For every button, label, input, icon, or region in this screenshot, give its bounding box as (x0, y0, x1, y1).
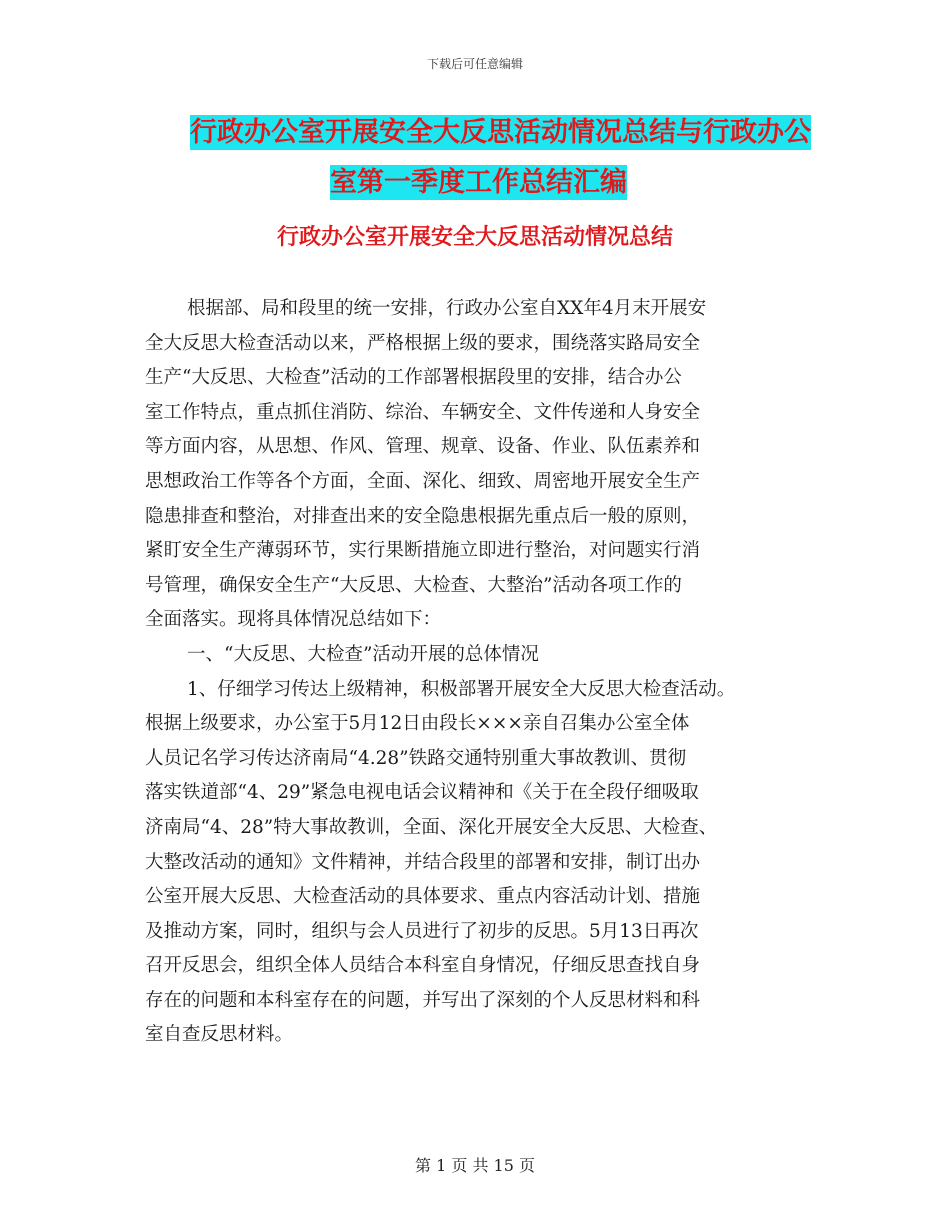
body-line: 落实铁道部“4、29”紧急电视电话会议精神和《关于在全段仔细吸取 (145, 782, 699, 804)
body-line: 公室开展大反思、大检查活动的具体要求、重点内容活动计划、措施 (145, 886, 701, 908)
body-line: 室自查反思材料。 (145, 1024, 294, 1046)
body-line: 思想政治工作等各个方面，全面、深化、细致、周密地开展安全生产 (145, 470, 701, 492)
body-line: 1、仔细学习传达上级精神，积极部署开展安全大反思大检查活动。 (187, 678, 736, 700)
body-line: 隐患排查和整治，对排查出来的安全隐患根据先重点后一般的原则， (145, 505, 701, 527)
title-line-1: 行政办公室开展安全大反思活动情况总结与行政办公 (190, 117, 811, 148)
body-line: 全大反思大检查活动以来，严格根据上级的要求，围绕落实路局安全 (145, 332, 701, 354)
body-line: 根据部、局和段里的统一安排，行政办公室自XX年4月末开展安 (187, 298, 707, 319)
title-line-2: 室第一季度工作总结汇编 (330, 167, 627, 198)
body-line: 存在的问题和本科室存在的问题，并写出了深刻的个人反思材料和科 (145, 989, 701, 1011)
body-line: 生产“大反思、大检查”活动的工作部署根据段里的安排，结合办公 (145, 367, 682, 389)
body-line: 等方面内容，从思想、作风、管理、规章、设备、作业、队伍素养和 (145, 436, 701, 458)
header-note: 下载后可任意编辑 (426, 57, 523, 71)
page-footer: 第 1 页 共 15 页 (415, 1156, 535, 1175)
body-line: 召开反思会，组织全体人员结合本科室自身情况，仔细反思查找自身 (145, 955, 701, 977)
body-line: 济南局“4、28”特大事故教训，全面、深化开展安全大反思、大检查、 (145, 816, 718, 838)
body-line: 全面落实。现将具体情况总结如下： (145, 609, 442, 631)
body-line: 人员记名学习传达济南局“4.28”铁路交通特别重大事故教训、贯彻 (145, 747, 687, 769)
body-line: 根据上级要求，办公室于5月12日由段长×××亲自召集办公室全体 (145, 713, 690, 735)
body-line: 紧盯安全生产薄弱环节，实行果断措施立即进行整治，对问题实行消 (145, 540, 701, 562)
section-title: 行政办公室开展安全大反思活动情况总结 (276, 225, 673, 250)
body-line: 室工作特点，重点抓住消防、综治、车辆安全、文件传递和人身安全 (145, 401, 701, 423)
document-body (145, 292, 825, 1053)
body-line: 大整改活动的通知》文件精神，并结合段里的部署和安排，制订出办 (145, 851, 701, 873)
document-title (190, 108, 830, 208)
body-line: 号管理，确保安全生产“大反思、大检查、大整治”活动各项工作的 (145, 574, 682, 596)
body-line: 及推动方案，同时，组织与会人员进行了初步的反思。5月13日再次 (145, 920, 699, 942)
section-heading: 一、“大反思、大检查”活动开展的总体情况 (187, 643, 539, 665)
